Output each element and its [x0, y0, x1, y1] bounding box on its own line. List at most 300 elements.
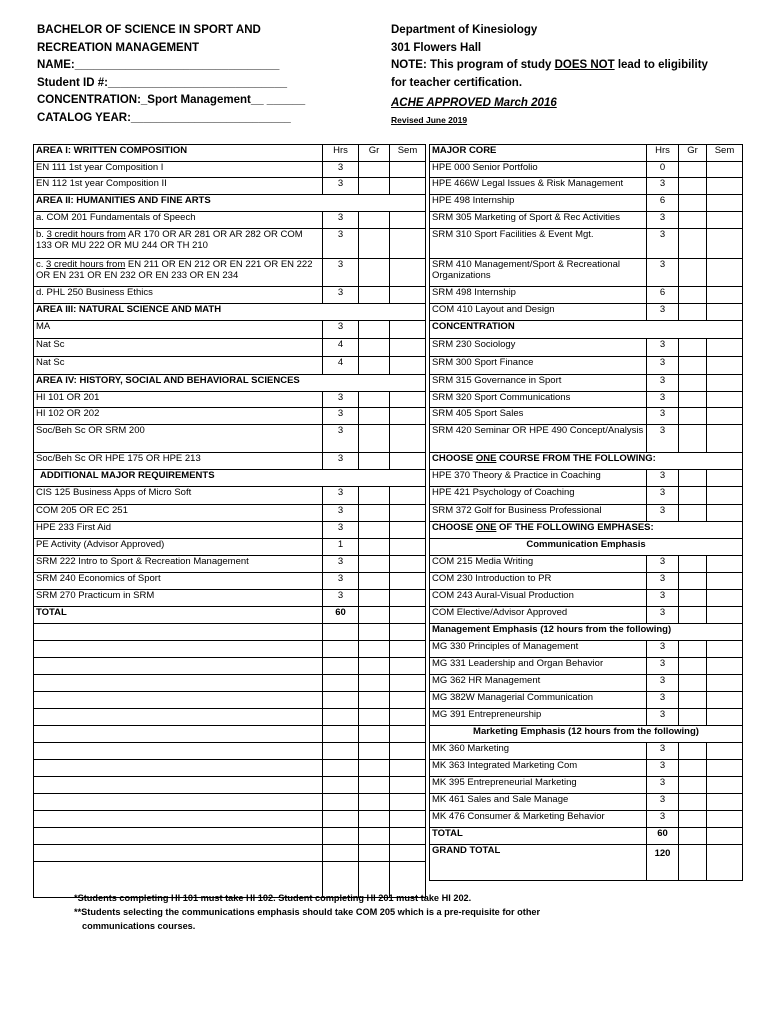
grade-cell[interactable] — [359, 425, 390, 453]
course-name: MK 395 Entrepreneurial Marketing — [430, 777, 647, 794]
footnote-3: communications courses. — [82, 921, 196, 931]
grade-cell — [679, 845, 707, 881]
grade-cell[interactable] — [359, 339, 390, 357]
table-row — [430, 425, 743, 453]
grade-cell[interactable] — [679, 573, 707, 590]
course-hours: 3 — [323, 408, 359, 425]
course-hours: 3 — [323, 178, 359, 195]
course-name: MK 363 Integrated Marketing Com — [430, 760, 647, 777]
grade-cell[interactable] — [679, 794, 707, 811]
sem-cell[interactable] — [390, 339, 426, 357]
grade-cell[interactable] — [359, 590, 390, 607]
sem-cell[interactable] — [707, 505, 743, 522]
course-name: HPE 421 Psychology of Coaching — [430, 487, 647, 505]
grade-cell[interactable] — [679, 178, 707, 195]
table-row — [34, 607, 426, 624]
sem-cell[interactable] — [707, 675, 743, 692]
course-name: MG 331 Leadership and Organ Behavior — [430, 658, 647, 675]
blank-row — [34, 658, 426, 675]
table-row — [34, 145, 426, 162]
ache-approved: ACHE APPROVED March 2016 — [391, 97, 557, 109]
grade-cell[interactable] — [679, 760, 707, 777]
grade-cell — [679, 828, 707, 845]
table-row — [34, 408, 426, 425]
course-name: COM 410 Layout and Design — [430, 304, 647, 321]
grade-cell[interactable] — [359, 321, 390, 339]
grade-cell[interactable] — [359, 212, 390, 229]
table-row — [34, 229, 426, 259]
footnote-1: *Students completing HI 101 must take HI 102. Student completing HI 201 must take HI 202. — [74, 893, 472, 903]
management-emphasis-heading: Management Emphasis (12 hours from the following) — [430, 624, 743, 641]
grade-cell[interactable] — [359, 487, 390, 505]
sem-cell[interactable] — [707, 259, 743, 287]
sem-cell[interactable] — [707, 375, 743, 392]
area3-heading: AREA III: NATURAL SCIENCE AND MATH — [34, 304, 426, 321]
course-hours: 3 — [647, 641, 679, 658]
sem-cell[interactable] — [390, 259, 426, 287]
sem-cell[interactable] — [707, 304, 743, 321]
grade-cell[interactable] — [359, 178, 390, 195]
sem-cell[interactable] — [707, 357, 743, 375]
sem-cell[interactable] — [707, 641, 743, 658]
communication-emphasis-heading: Communication Emphasis — [430, 539, 743, 556]
grade-cell[interactable] — [359, 505, 390, 522]
course-name: EN 112 1st year Composition II — [34, 178, 323, 195]
grade-cell[interactable] — [679, 487, 707, 505]
address: 301 Flowers Hall — [391, 41, 482, 54]
table-row — [34, 162, 426, 178]
blank-row — [34, 641, 426, 658]
marketing-emphasis-heading: Marketing Emphasis (12 hours from the following) — [430, 726, 743, 743]
program-title-2: RECREATION MANAGEMENT — [37, 41, 200, 54]
course-hours: 3 — [323, 287, 359, 304]
table-row — [430, 195, 743, 212]
course-hours: 3 — [647, 408, 679, 425]
option-label: c. — [36, 259, 47, 270]
course-hours: 3 — [647, 212, 679, 229]
table-row — [34, 195, 426, 212]
course-name: MK 476 Consumer & Marketing Behavior — [430, 811, 647, 828]
course-hours: 3 — [647, 487, 679, 505]
credit-hours-from: 3 credit hours from — [46, 259, 126, 270]
table-row — [34, 392, 426, 408]
hrs-header: Hrs — [323, 145, 359, 162]
course-name: SRM 315 Governance in Sport — [430, 375, 647, 392]
course-name: PE Activity (Advisor Approved) — [34, 539, 323, 556]
table-row — [430, 453, 743, 470]
sem-cell[interactable] — [390, 321, 426, 339]
table-row — [430, 845, 743, 881]
table-row — [430, 287, 743, 304]
table-row — [34, 573, 426, 590]
table-row — [34, 287, 426, 304]
sem-cell[interactable] — [707, 607, 743, 624]
sem-cell[interactable] — [707, 212, 743, 229]
table-row — [430, 573, 743, 590]
table-row — [34, 470, 426, 487]
header-left — [37, 22, 367, 127]
course-name: HI 101 OR 201 — [34, 392, 323, 408]
table-row — [34, 453, 426, 470]
sem-cell[interactable] — [390, 573, 426, 590]
choose-course-heading — [430, 453, 743, 470]
option-label: b. — [36, 229, 47, 240]
blank-row — [34, 828, 426, 845]
grade-cell[interactable] — [679, 162, 707, 178]
course-hours: 3 — [323, 590, 359, 607]
course-hours: 3 — [647, 178, 679, 195]
additional-heading: ADDITIONAL MAJOR REQUIREMENTS — [34, 470, 426, 487]
area1-heading: AREA I: WRITTEN COMPOSITION — [34, 145, 323, 162]
grade-cell[interactable] — [679, 339, 707, 357]
sem-cell[interactable] — [707, 811, 743, 828]
blank-row — [34, 726, 426, 743]
course-hours: 6 — [647, 287, 679, 304]
course-hours: 3 — [323, 321, 359, 339]
course-name: Soc/Beh Sc OR SRM 200 — [34, 425, 323, 453]
course-hours: 3 — [647, 743, 679, 760]
grade-cell[interactable] — [679, 259, 707, 287]
program-title: BACHELOR OF SCIENCE IN SPORT AND — [37, 24, 261, 36]
choose-one: ONE — [475, 453, 497, 464]
hrs-header: Hrs — [647, 145, 679, 162]
course-hours: 3 — [323, 556, 359, 573]
course-hours: 3 — [323, 505, 359, 522]
choose-c: OF THE FOLLOWING EMPHASES: — [496, 522, 654, 533]
table-row — [430, 408, 743, 425]
grade-cell[interactable] — [359, 539, 390, 556]
course-hours: 3 — [323, 522, 359, 539]
grade-cell[interactable] — [679, 392, 707, 408]
credit-hours-from: 3 credit hours from — [46, 229, 126, 240]
right-course-table — [429, 144, 743, 881]
course-name: d. PHL 250 Business Ethics — [34, 287, 323, 304]
grade-cell[interactable] — [679, 590, 707, 607]
table-row — [430, 522, 743, 539]
course-hours: 3 — [647, 556, 679, 573]
blank-row — [34, 709, 426, 726]
table-row — [34, 425, 426, 453]
course-name: SRM 270 Practicum in SRM — [34, 590, 323, 607]
table-row — [430, 556, 743, 573]
sem-cell[interactable] — [390, 229, 426, 259]
course-hours: 3 — [323, 573, 359, 590]
blank-row — [34, 692, 426, 709]
catalog-year-field: CATALOG YEAR:_________________________ — [37, 111, 291, 124]
table-row — [34, 375, 426, 392]
total-label: TOTAL — [430, 828, 647, 845]
grade-cell[interactable] — [679, 357, 707, 375]
table-row — [430, 321, 743, 339]
choose-a: CHOOSE — [432, 522, 476, 533]
grade-cell[interactable] — [679, 375, 707, 392]
course-name: EN 111 1st year Composition I — [34, 162, 323, 178]
choose-one: ONE — [475, 522, 497, 533]
grade-cell[interactable] — [679, 408, 707, 425]
table-row — [430, 259, 743, 287]
table-row — [430, 760, 743, 777]
grade-cell[interactable] — [359, 556, 390, 573]
table-row — [34, 259, 426, 287]
course-name: Nat Sc — [34, 357, 323, 375]
note-a: NOTE: This program of study — [391, 59, 555, 71]
table-row — [430, 375, 743, 392]
course-name: a. COM 201 Fundamentals of Speech — [34, 212, 323, 229]
grand-total-hours: 120 — [647, 845, 679, 881]
course-hours: 3 — [647, 607, 679, 624]
area4-heading: AREA IV: HISTORY, SOCIAL AND BEHAVIORAL SCIENCES — [34, 375, 426, 392]
course-name: SRM 305 Marketing of Sport & Rec Activities — [430, 212, 647, 229]
blank-row — [34, 675, 426, 692]
course-hours: 3 — [323, 392, 359, 408]
sem-cell[interactable] — [390, 425, 426, 453]
course-hours: 3 — [647, 709, 679, 726]
table-row — [430, 607, 743, 624]
course-hours: 0 — [647, 162, 679, 178]
grade-cell[interactable] — [679, 658, 707, 675]
course-hours: 3 — [323, 453, 359, 470]
grade-cell[interactable] — [679, 505, 707, 522]
student-id-field: Student ID #:____________________________ — [37, 76, 287, 89]
grade-cell[interactable] — [679, 641, 707, 658]
course-hours: 3 — [647, 470, 679, 487]
sem-cell[interactable] — [707, 408, 743, 425]
course-name: Nat Sc — [34, 339, 323, 357]
course-name: MA — [34, 321, 323, 339]
sem-cell — [707, 845, 743, 881]
sem-cell[interactable] — [707, 287, 743, 304]
table-row — [430, 470, 743, 487]
table-row — [430, 162, 743, 178]
course-hours: 1 — [323, 539, 359, 556]
course-name: COM Elective/Advisor Approved — [430, 607, 647, 624]
sem-cell[interactable] — [707, 777, 743, 794]
table-row — [430, 339, 743, 357]
header-right — [391, 22, 741, 127]
course-hours: 3 — [647, 675, 679, 692]
table-row — [430, 145, 743, 162]
concentration-heading: CONCENTRATION — [430, 321, 743, 339]
grade-cell[interactable] — [679, 811, 707, 828]
blank-row — [34, 743, 426, 760]
area2-heading: AREA II: HUMANITIES AND FINE ARTS — [34, 195, 426, 212]
grade-cell[interactable] — [679, 304, 707, 321]
grade-cell[interactable] — [359, 522, 390, 539]
sem-cell[interactable] — [707, 573, 743, 590]
course-hours: 3 — [323, 229, 359, 259]
course-hours: 3 — [323, 425, 359, 453]
grade-cell[interactable] — [679, 229, 707, 259]
sem-cell[interactable] — [390, 539, 426, 556]
table-row — [430, 709, 743, 726]
course-hours: 3 — [647, 505, 679, 522]
sem-cell[interactable] — [707, 794, 743, 811]
grade-cell[interactable] — [359, 392, 390, 408]
grade-cell[interactable] — [359, 287, 390, 304]
grade-cell[interactable] — [359, 162, 390, 178]
course-name: Soc/Beh Sc OR HPE 175 OR HPE 213 — [34, 453, 323, 470]
table-row — [34, 556, 426, 573]
grade-cell[interactable] — [679, 287, 707, 304]
sem-cell[interactable] — [707, 556, 743, 573]
table-row — [430, 212, 743, 229]
course-name: HPE 498 Internship — [430, 195, 647, 212]
table-row — [34, 505, 426, 522]
table-row — [430, 828, 743, 845]
table-row — [430, 743, 743, 760]
course-hours: 3 — [647, 229, 679, 259]
grade-cell[interactable] — [359, 229, 390, 259]
concentration-field: CONCENTRATION:_Sport Management__ ______ — [37, 94, 306, 106]
sem-cell[interactable] — [390, 162, 426, 178]
course-name: COM 215 Media Writing — [430, 556, 647, 573]
course-hours: 3 — [647, 777, 679, 794]
sem-cell[interactable] — [707, 470, 743, 487]
sem-cell[interactable] — [390, 178, 426, 195]
sem-cell[interactable] — [707, 162, 743, 178]
course-name: SRM 310 Sport Facilities & Event Mgt. — [430, 229, 647, 259]
grade-cell[interactable] — [679, 470, 707, 487]
course-name: SRM 300 Sport Finance — [430, 357, 647, 375]
choose-emphasis-heading — [430, 522, 743, 539]
table-row — [34, 178, 426, 195]
sem-cell[interactable] — [390, 453, 426, 470]
table-row — [430, 590, 743, 607]
sem-cell[interactable] — [707, 195, 743, 212]
table-row — [430, 357, 743, 375]
grade-cell[interactable] — [359, 259, 390, 287]
sem-cell[interactable] — [390, 590, 426, 607]
sem-cell[interactable] — [390, 287, 426, 304]
sem-cell[interactable] — [390, 487, 426, 505]
sem-cell[interactable] — [707, 658, 743, 675]
course-hours: 3 — [647, 375, 679, 392]
grade-cell[interactable] — [679, 777, 707, 794]
course-hours: 6 — [647, 195, 679, 212]
grade-cell[interactable] — [359, 357, 390, 375]
course-hours: 3 — [323, 259, 359, 287]
sem-cell[interactable] — [707, 178, 743, 195]
blank-row — [34, 777, 426, 794]
major-core-heading: MAJOR CORE — [430, 145, 647, 162]
sem-cell[interactable] — [707, 692, 743, 709]
note-emphasis: DOES NOT — [554, 59, 615, 71]
note-line — [391, 57, 741, 75]
gr-header: Gr — [679, 145, 707, 162]
grade-cell[interactable] — [679, 195, 707, 212]
grade-cell[interactable] — [679, 212, 707, 229]
gr-header: Gr — [359, 145, 390, 162]
table-row — [430, 304, 743, 321]
blank-row — [34, 624, 426, 641]
course-hours: 3 — [647, 425, 679, 453]
grade-cell[interactable] — [679, 692, 707, 709]
course-hours: 3 — [323, 487, 359, 505]
course-name: SRM 405 Sport Sales — [430, 408, 647, 425]
sem-cell — [390, 607, 426, 624]
total-hours: 60 — [647, 828, 679, 845]
sem-cell[interactable] — [390, 408, 426, 425]
grade-cell[interactable] — [679, 607, 707, 624]
course-name: HPE 370 Theory & Practice in Coaching — [430, 470, 647, 487]
course-hours: 3 — [647, 304, 679, 321]
course-name: MK 360 Marketing — [430, 743, 647, 760]
option-courses: EN 211 OR EN 212 OR EN 221 OR EN 222 OR EN 231 OR EN 232 OR EN 233 OR EN 234 — [36, 259, 313, 281]
sem-cell[interactable] — [707, 709, 743, 726]
choose-a: CHOOSE — [432, 453, 476, 464]
grade-cell[interactable] — [679, 743, 707, 760]
grade-cell[interactable] — [679, 709, 707, 726]
sem-cell[interactable] — [707, 760, 743, 777]
grade-cell[interactable] — [679, 556, 707, 573]
course-name: CIS 125 Business Apps of Micro Soft — [34, 487, 323, 505]
course-name: HPE 466W Legal Issues & Risk Management — [430, 178, 647, 195]
sem-cell[interactable] — [707, 229, 743, 259]
choose-c: COURSE FROM THE FOLLOWING: — [496, 453, 656, 464]
table-row — [430, 178, 743, 195]
name-field: NAME:________________________________ — [37, 59, 280, 71]
course-name: SRM 320 Sport Communications — [430, 392, 647, 408]
sem-cell[interactable] — [390, 392, 426, 408]
sem-cell[interactable] — [390, 505, 426, 522]
note-c: lead to eligibility — [614, 59, 708, 71]
table-row — [430, 811, 743, 828]
course-hours: 3 — [647, 658, 679, 675]
course-name: COM 243 Aural-Visual Production — [430, 590, 647, 607]
course-hours: 3 — [647, 259, 679, 287]
grade-cell[interactable] — [359, 408, 390, 425]
grade-cell[interactable] — [359, 453, 390, 470]
blank-row — [34, 794, 426, 811]
sem-cell[interactable] — [707, 590, 743, 607]
table-row — [430, 392, 743, 408]
grade-cell[interactable] — [359, 573, 390, 590]
course-name: COM 205 OR EC 251 — [34, 505, 323, 522]
course-name: HPE 000 Senior Portfolio — [430, 162, 647, 178]
option-courses: AR 170 OR AR 281 OR AR 282 OR COM 133 OR MU 222 OR MU 244 OR TH 210 — [36, 229, 303, 251]
sem-cell[interactable] — [707, 425, 743, 453]
course-hours: 4 — [323, 357, 359, 375]
sem-cell[interactable] — [390, 212, 426, 229]
course-name: SRM 230 Sociology — [430, 339, 647, 357]
grade-cell[interactable] — [679, 675, 707, 692]
sem-cell[interactable] — [707, 339, 743, 357]
sem-cell[interactable] — [390, 556, 426, 573]
course-name: SRM 240 Economics of Sport — [34, 573, 323, 590]
course-name: MK 461 Sales and Sale Manage — [430, 794, 647, 811]
table-row — [34, 321, 426, 339]
sem-cell[interactable] — [707, 743, 743, 760]
sem-header: Sem — [707, 145, 743, 162]
course-hours: 3 — [647, 392, 679, 408]
table-row — [430, 641, 743, 658]
course-name: MG 382W Managerial Communication — [430, 692, 647, 709]
sem-cell[interactable] — [390, 522, 426, 539]
table-row — [34, 304, 426, 321]
sem-cell[interactable] — [707, 392, 743, 408]
grade-cell[interactable] — [679, 425, 707, 453]
course-hours: 3 — [647, 339, 679, 357]
sem-cell — [707, 828, 743, 845]
table-row — [430, 675, 743, 692]
sem-cell[interactable] — [390, 357, 426, 375]
course-name: MG 330 Principles of Management — [430, 641, 647, 658]
course-hours: 4 — [323, 339, 359, 357]
course-name: SRM 498 Internship — [430, 287, 647, 304]
table-row — [34, 212, 426, 229]
course-option-b — [34, 229, 323, 259]
sem-cell[interactable] — [707, 487, 743, 505]
